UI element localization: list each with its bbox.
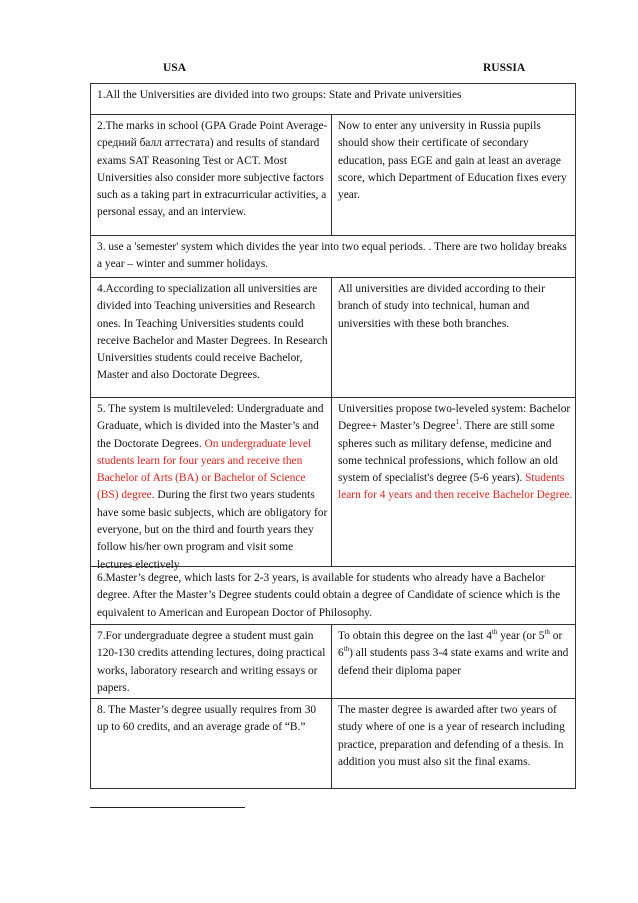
row-7-russia-text-a: To obtain this degree on the last 4 [338,630,492,642]
row-5-usa-text [97,401,329,574]
column-divider [331,115,332,235]
column-divider [331,699,332,788]
row-1-text: 1.All the Universities are divided into two groups: State and Private universities [97,89,462,101]
footnote-separator [90,807,245,808]
row-5-usa-text-a: 5. The system is multileveled: Undergraduate and Graduate, which is divided into the Master’s and the Doctorate Degrees. [97,403,324,450]
row-3-text: 3. use a 'semester' system which divides the year into two equal periods. . There are two holiday breaks a year – winter and summer holidays. [97,241,567,271]
row-7-usa-text: 7.For undergraduate degree a student must gain 120-130 credits attending lectures, doing practical works, laboratory research and writing essays or papers. [97,630,326,694]
row-5-russia-highlight: Students learn for 4 years and then receive Bachelor Degree. [338,472,573,502]
row-4-usa-text: 4.According to specialization all universities are divided into Teaching universities and Research ones. In Teaching Universities students could receive Bachelor and Master Degrees. In Research Universities students could receive Bachelor, Master and also Doctorate Degrees. [97,283,328,382]
ordinal-suffix: th [343,645,350,654]
table-row [90,397,576,571]
table-row [90,277,576,398]
row-5-russia-text-b: . There are still some spheres such as military defense, medicine and some technical professions, which follow an old system of specialist's degree (5-6 years). [338,420,558,485]
table-row [90,114,576,236]
table-row [90,698,576,789]
row-6-text: 6.Master’s degree, which lasts for 2-3 years, is available for students who already have a Bachelor degree. After the Master’s Degree students could obtain a degree of Candidate of science which is the equivalent to American and European Doctor of Philosophy. [97,572,561,619]
table-row [90,566,576,625]
footnote-reference[interactable]: 1 [455,418,460,427]
column-divider [331,625,332,698]
column-divider [331,278,332,397]
row-8-russia-text: The master degree is awarded after two years of study where of one is a year of research including practice, preparation and defending of a thesis. In addition you must also sit the final exams. [338,704,565,768]
row-5-usa-text-b: During the first two years students have some basic subjects, which are obligatory for everyone, but on the third and fourth years they follow his/her own program and visit some lectures electively [97,489,328,571]
row-7-russia-text-b: year (or 5 [497,630,545,642]
row-5-usa-highlight: On undergraduate level students learn for four years and receive then Bachelor of Arts (BA) or Bachelor of Science (BS) degree. [97,437,312,502]
column-header-usa: USA [163,62,187,74]
row-5-russia-text [338,401,574,505]
table-row [90,235,576,278]
ordinal-suffix: th [491,628,498,637]
row-4-russia-text: All universities are divided according to their branch of study into technical, human and universities with these both branches. [338,283,545,330]
column-header-russia: RUSSIA [483,62,526,74]
row-2-usa-text: 2.The marks in school (GPA Grade Point Average- средний балл аттестата) and results of standard exams SAT Reasoning Test or ACT. Most Universities also consider more subjective factors such as a taking part in extracurricular activities, a personal essay, and an interview. [97,120,328,219]
table-row [90,83,576,115]
row-7-russia-text-d: ) all students pass 3-4 state exams and write and defend their diploma paper [338,647,569,677]
column-divider [331,398,332,566]
row-7-russia-text-c: or 6 [338,630,563,660]
ordinal-suffix: th [544,628,550,637]
row-5-russia-text-a: Universities propose two-leveled system: Bachelor Degree+ Master’s Degree [338,403,571,433]
row-2-russia-text: Now to enter any university in Russia pupils should show their certificate of secondary education, pass EGE and gain at least an average score, which Department of Education fixes every year. [338,120,567,202]
row-7-russia-text [338,628,574,680]
row-8-usa-text: 8. The Master’s degree usually requires from 30 up to 60 credits, and an average grade of “B.” [97,704,317,734]
table-row [90,624,576,699]
